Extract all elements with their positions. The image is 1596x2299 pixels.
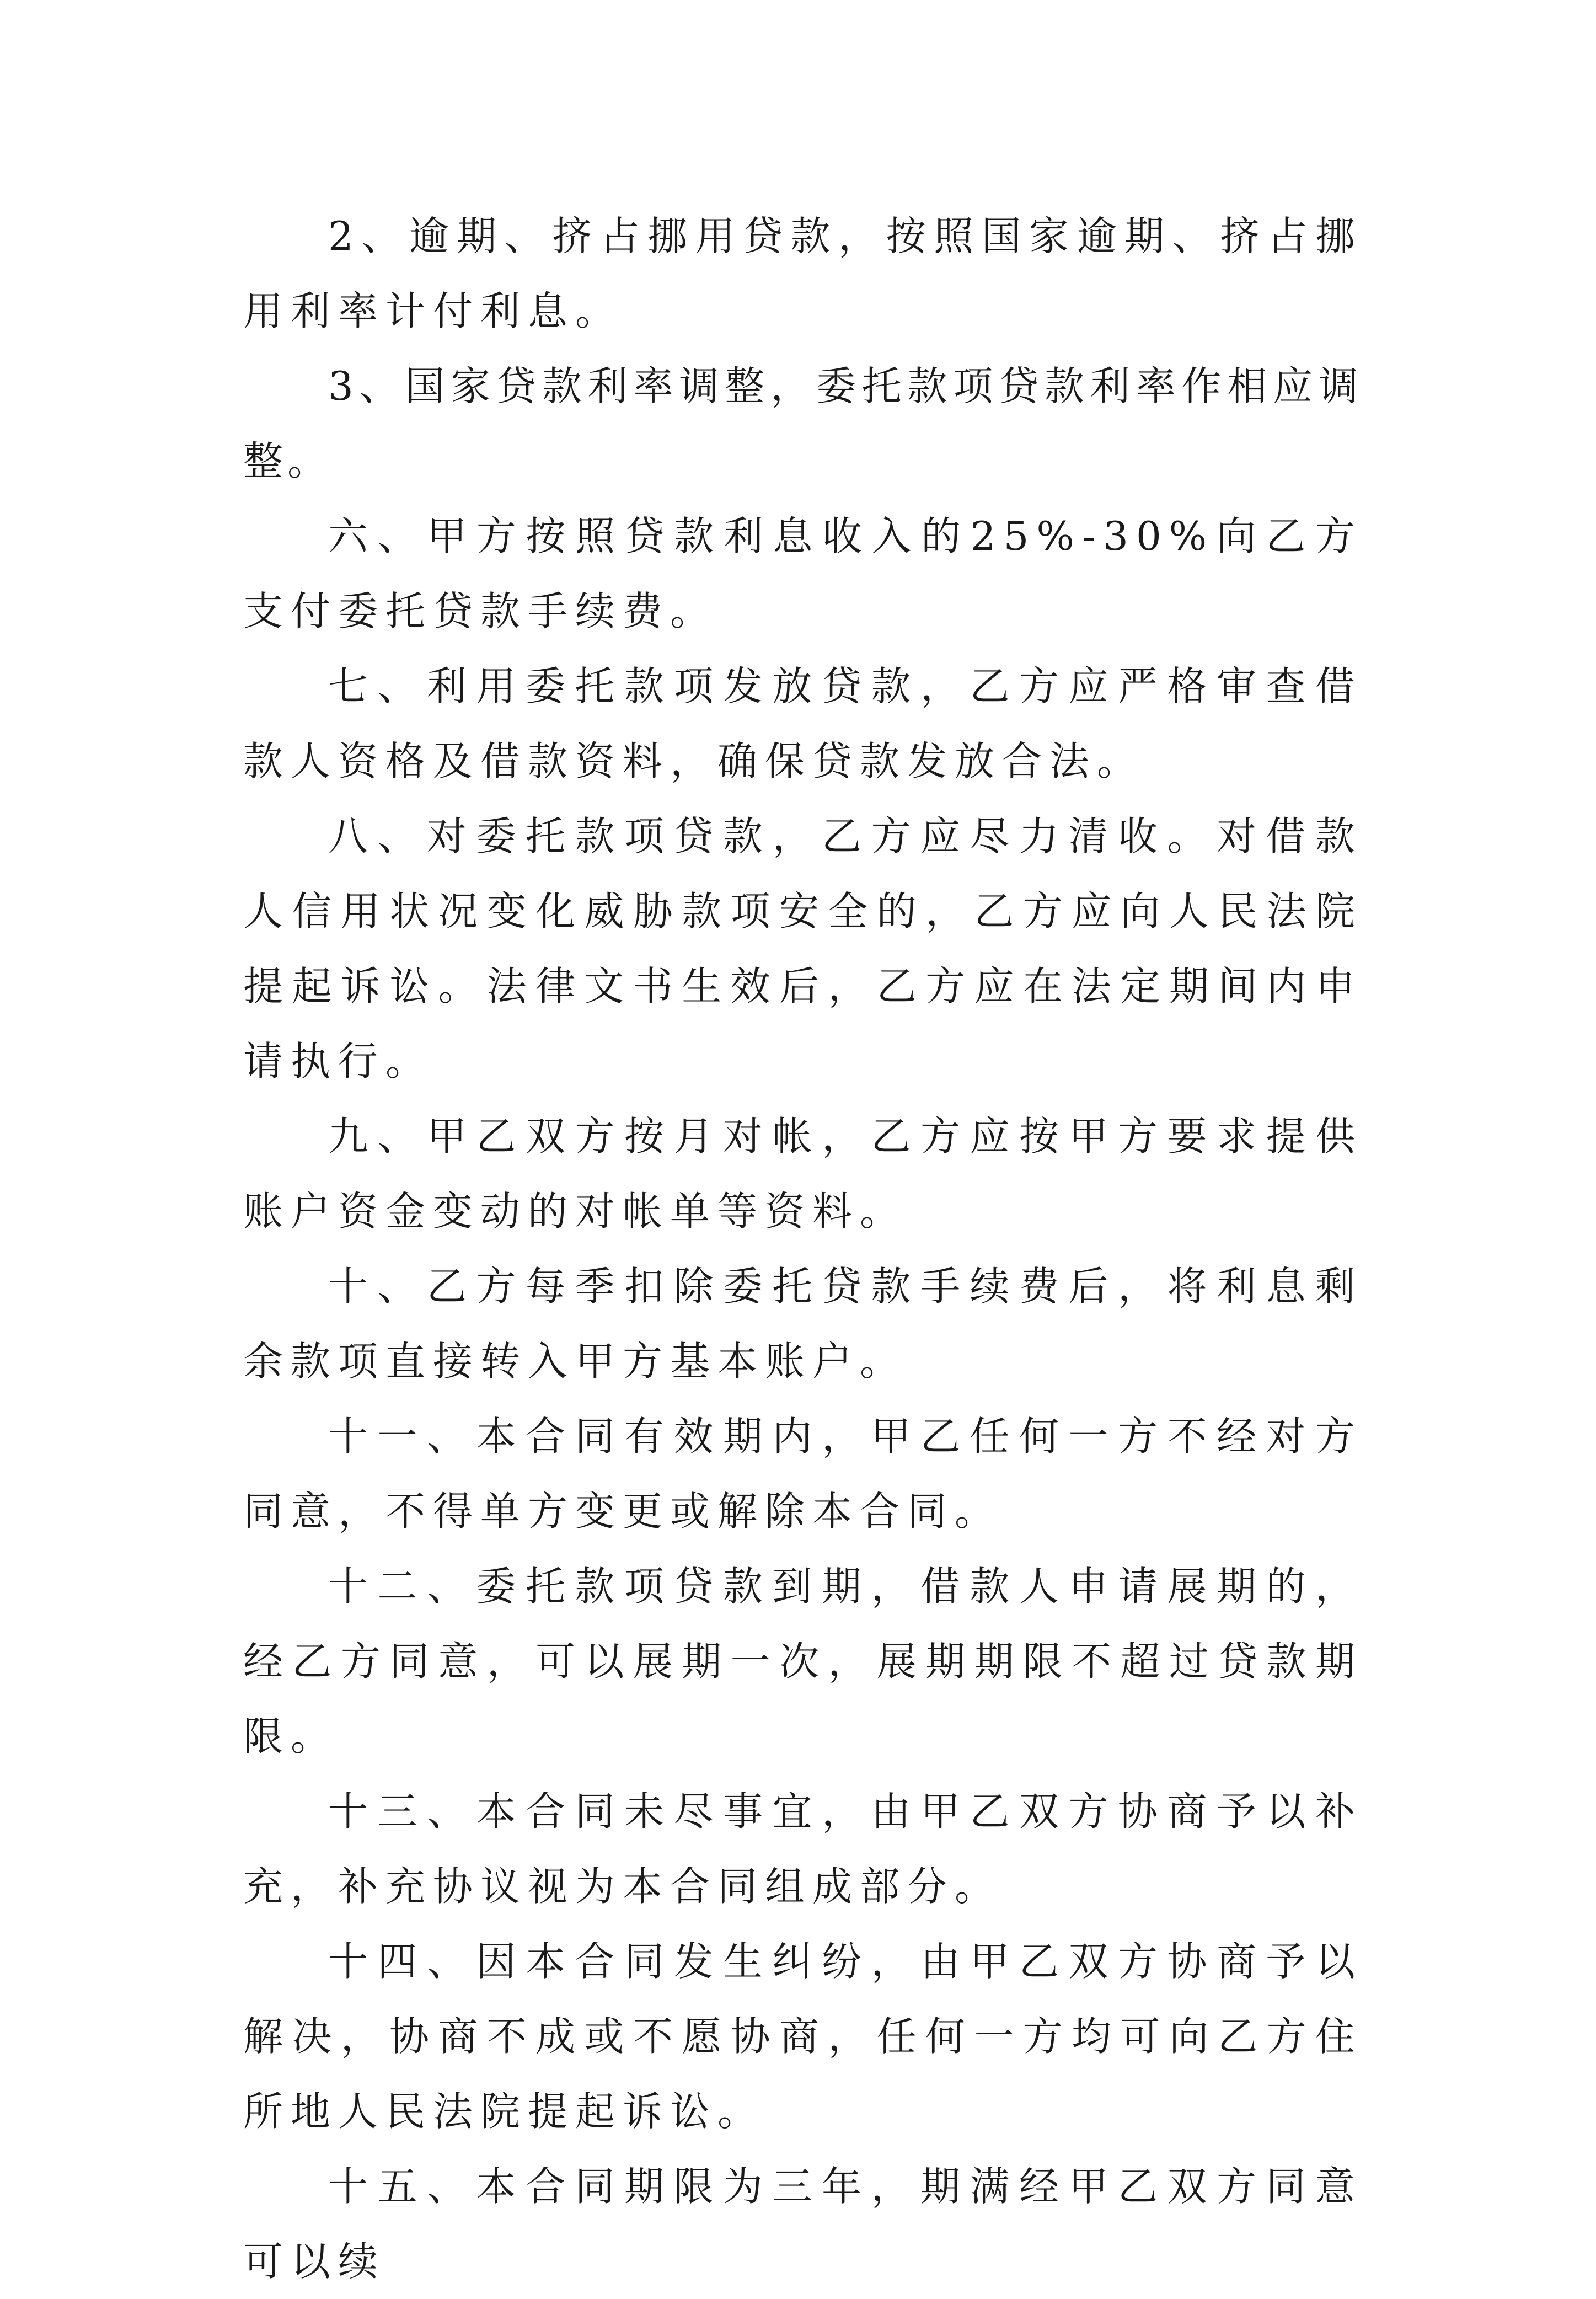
paragraph-fourteen: 十四、因本合同发生纠纷，由甲乙双方协商予以解决，协商不成或不愿协商，任何一方均可向乙方住所地人民法院提起诉讼。 xyxy=(243,1938,1363,2135)
paragraph-twelve: 十二、委托款项贷款到期，借款人申请展期的，经乙方同意，可以展期一次，展期期限不超过贷款期限。 xyxy=(243,1563,1363,1760)
paragraph-nine: 九、甲乙双方按月对帐，乙方应按甲方要求提供账户资金变动的对帐单等资料。 xyxy=(243,1113,1363,1234)
paragraph-eight: 八、对委托款项贷款，乙方应尽力清收。对借款人信用状况变化威胁款项安全的，乙方应向人民法院提起诉讼。法律文书生效后，乙方应在法定期间内申请执行。 xyxy=(243,813,1363,1084)
paragraph-item-2: 2、逾期、挤占挪用贷款，按照国家逾期、挤占挪用利率计付利息。 xyxy=(243,213,1363,334)
paragraph-seven: 七、利用委托款项发放贷款，乙方应严格审查借款人资格及借款资料，确保贷款发放合法。 xyxy=(243,663,1363,784)
paragraph-ten: 十、乙方每季扣除委托贷款手续费后，将利息剩余款项直接转入甲方基本账户。 xyxy=(243,1263,1363,1384)
paragraph-fifteen: 十五、本合同期限为三年，期满经甲乙双方同意可以续 xyxy=(243,2163,1363,2285)
paragraph-thirteen: 十三、本合同未尽事宜，由甲乙双方协商予以补充，补充协议视为本合同组成部分。 xyxy=(243,1788,1363,1910)
paragraph-item-3: 3、国家贷款利率调整，委托款项贷款利率作相应调整。 xyxy=(243,363,1363,484)
paragraph-eleven: 十一、本合同有效期内，甲乙任何一方不经对方同意，不得单方变更或解除本合同。 xyxy=(243,1413,1363,1535)
paragraph-six: 六、甲方按照贷款利息收入的25%-30%向乙方支付委托贷款手续费。 xyxy=(243,513,1363,634)
document-body xyxy=(243,199,1363,2299)
